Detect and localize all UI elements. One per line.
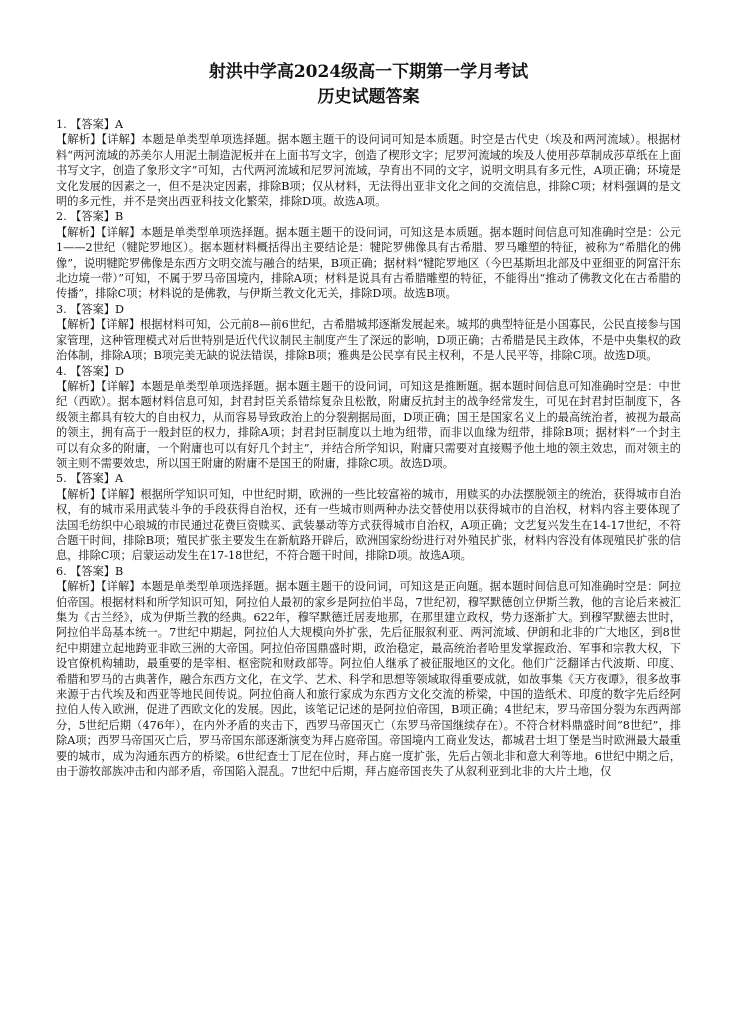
question-block-4	[56, 364, 681, 472]
question-block-1	[56, 117, 681, 209]
analysis-paragraph: 【解析】【详解】根据所学知识可知，中世纪时期，欧洲的一些比较富裕的城市，用赎买的办法摆脱领主的统治，获得城市自治权，有的城市采用武装斗争的手段获得自治权，还有一些城市则两种办法交替使用以获得城市的自治权，材料内容主要体现了法国毛纺织中心琅城的市民通过花费巨资赎买、武装暴动等方式获得城市自治权，A项正确；文艺复兴发生在14-17世纪，不符合题干时间，排除B项；殖民扩张主要发生在新航路开辟后，欧洲国家纷纷进行对外殖民扩张，材料内容没有体现殖民扩张的信息，排除C项；启蒙运动发生在17-18世纪，不符合题干时间，排除D项。故选A项。	[56, 487, 681, 563]
answer-line: 2. 【答案】B	[56, 210, 124, 224]
answer-body	[56, 117, 681, 779]
question-block-3	[56, 302, 681, 364]
analysis-paragraph: 【解析】【详解】本题是单类型单项选择题。据本题主题干的设问词，可知这是正向题。据本题时间信息可知准确时空是：阿拉伯帝国。根据材料和所学知识可知，阿拉伯人最初的家乡是阿拉伯半岛，7世纪初，穆罕默德创立伊斯兰教，他的言论后来被汇集为《古兰经》，成为伊斯兰教的经典。622年，穆罕默德迁居麦地那，在那里建立政权，势力逐渐扩大。到穆罕默德去世时，阿拉伯半岛基本统一。7世纪中期起，阿拉伯人大规模向外扩张，先后征服叙利亚、两河流域、伊朗和北非的广大地区，到8世纪中期建立起地跨亚非欧三洲的大帝国。阿拉伯帝国鼎盛时期，政治稳定，最高统治者哈里发掌握政治、军事和宗教大权，下设官僚机构辅助，最重要的是宰相、枢密院和财政部等。阿拉伯人继承了被征服地区的文化。他们广泛翻译古代波斯、印度、希腊和罗马的古典著作，融合东西方文化，在文学、艺术、科学和思想等领域取得重要成就，如故事集《天方夜谭》，很多故事来源于古代埃及和西亚等地民间传说。阿拉伯商人和旅行家成为东西方文化交流的桥梁，中国的造纸术、印度的数字先后经阿拉伯人传入欧洲，促进了西欧文化的发展。因此，该笔记记述的是阿拉伯帝国，B项正确；4世纪末，罗马帝国分裂为东西两部分，5世纪后期（476年），在内外矛盾的夹击下，西罗马帝国灭亡（东罗马帝国继续存在）。不符合材料鼎盛时间“8世纪”，排除A项；西罗马帝国灭亡后，罗马帝国东部逐渐演变为拜占庭帝国。帝国境内工商业发达，都城君士坦丁堡是当时欧洲最大最重要的城市，成为沟通东西方的桥梁。6世纪查士丁尼在位时，拜占庭一度扩张，先后占领北非和意大利等地。6世纪中期之后，由于游牧部族冲击和内部矛盾，帝国陷入混乱。7世纪中后期，拜占庭帝国丧失了从叙利亚到北非的大片土地，仅	[56, 580, 681, 779]
document-title: 射洪中学高2024级高一下期第一学月考试	[208, 62, 529, 82]
question-block-5	[56, 471, 681, 563]
document-subtitle: 历史试题答案	[317, 87, 420, 107]
answer-line: 5. 【答案】A	[56, 472, 124, 486]
analysis-paragraph: 【解析】【详解】根据材料可知，公元前8—前6世纪，古希腊城邦逐渐发展起来。城邦的典型特征是小国寡民，公民直接参与国家管理，这种管理模式对后世特别是近代代议制民主制度产生了深远的影响，D项正确；古希腊是民主政体，不是中央集权的政治体制，排除A项；B项完美无缺的说法错误，排除B项；雅典是公民享有民主权利，不是人民平等，排除C项。故选D项。	[56, 318, 681, 363]
answer-line: 3. 【答案】D	[56, 302, 124, 316]
analysis-paragraph: 【解析】【详解】本题是单类型单项选择题。据本题主题干的设问词，可知这是本质题。据本题时间信息可知准确时空是：公元1——2世纪（犍陀罗地区）。据本题材料概括得出主要结论是：犍陀罗佛像具有古希腊、罗马雕塑的特征，被称为“希腊化的佛像”，说明犍陀罗佛像是东西方文明交流与融合的结果，B项正确；据材料“犍陀罗地区（今巴基斯坦北部及中亚细亚的阿富汗东北边境一带）”可知，不属于罗马帝国境内，排除A项；材料是说具有古希腊雕塑的特征，不能得出“推动了佛教文化在古希腊的传播”，排除C项；材料说的是佛教，与伊斯兰教文化无关，排除D项。故选B项。	[56, 225, 681, 301]
answer-line: 6. 【答案】B	[56, 564, 124, 578]
answer-line: 4. 【答案】D	[56, 364, 124, 378]
question-block-6	[56, 564, 681, 780]
analysis-paragraph: 【解析】【详解】本题是单类型单项选择题。据本题主题干的设问词可知是本质题。时空是古代史（埃及和两河流域）。根据材料“两河流域的苏美尔人用泥土制造泥板并在上面书写文字，创造了楔形文字；尼罗河流域的埃及人使用莎草制成莎草纸在上面书写文字，创造了象形文字”可知，古代两河流域和尼罗河流域，孕育出不同的文字，说明文明具有多元性，A项正确；环境是文化发展的因素之一，但不是决定因素，排除B项；仅从材料，无法得出亚非文化之间的交流信息，排除C项；材料强调的是文明的多元性，并不是突出西亚科技文化繁荣，排除D项。故选A项。	[56, 133, 681, 209]
question-block-2	[56, 209, 681, 301]
analysis-paragraph: 【解析】【详解】本题是单类型单项选择题。据本题主题干的设问词，可知这是推断题。据本题时间信息可知准确时空是：中世纪（西欧）。据本题材料信息可知，封君封臣关系错综复杂且松散，附庸反抗封主的战争经常发生，可见在封君封臣制度下，各级领主都具有较大的自由权力，从而容易导致政治上的分裂割据局面，D项正确；国王是国家名义上的最高统治者，被视为最高的领主，拥有高于一般封臣的权力，排除A项；封君封臣制度以土地为纽带，而非以血缘为纽带，排除B项；据材料“一个封主可以有众多的附庸，一个附庸也可以有好几个封主”，并结合所学知识，附庸只需要对直接赐予他土地的领主效忠，而对领主的领主则不需要效忠，所以国王附庸的附庸不是国王的附庸，排除C项。故选D项。	[56, 379, 681, 470]
answer-line: 1. 【答案】A	[56, 118, 124, 131]
